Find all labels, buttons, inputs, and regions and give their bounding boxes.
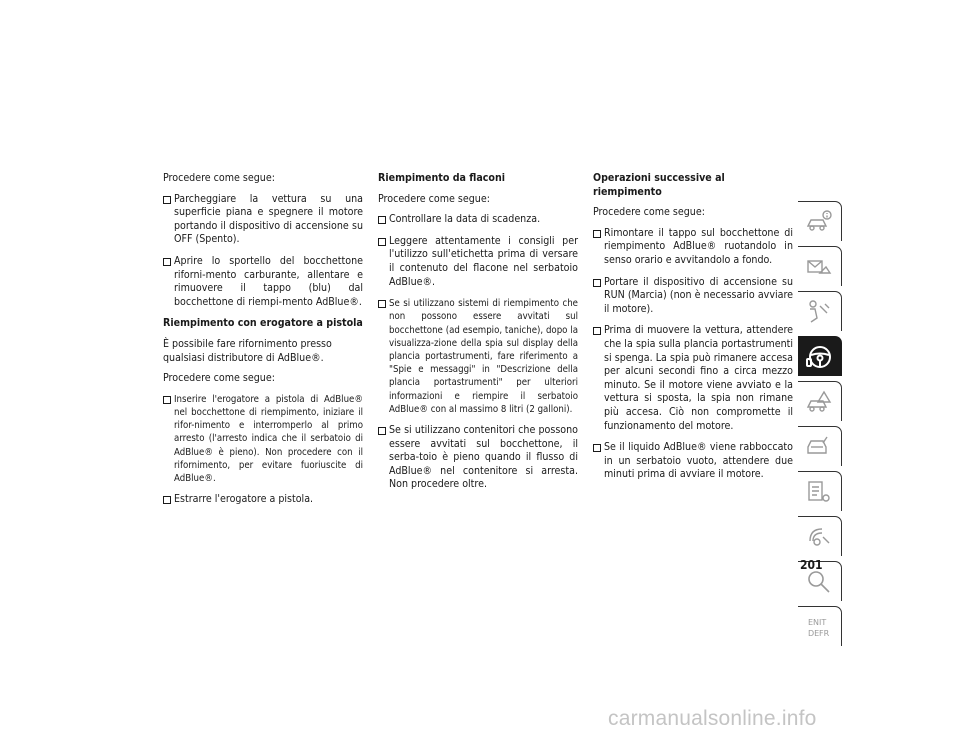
specs-icon: [805, 478, 833, 506]
list-item: Rimontare il tappo sul bocchettone di riempimento AdBlue® ruotandolo in senso orario e avvitandolo a fondo.: [593, 227, 793, 268]
tab-multimedia[interactable]: [798, 516, 842, 556]
checkbox-bullet-icon: [593, 279, 601, 287]
tab-emergency[interactable]: [798, 381, 842, 421]
list-item: Prima di muovere la vettura, attendere che la spia sulla plancia portastrumenti si spenga. La spia può rimanere accesa per alcuni secondi fino a circa mezzo minuto. Se il motore viene avviato e la vettura si sposta, la spia non rimane più accesa. Ciò non compromette il funzionamento del motore.: [593, 324, 793, 433]
tab-service[interactable]: [798, 426, 842, 466]
messages-icon: [805, 253, 833, 281]
checkbox-bullet-icon: [163, 196, 171, 204]
service-icon: [805, 433, 833, 461]
column-3: [593, 172, 793, 490]
list-item: Se si utilizzano contenitori che possono essere avvitati sul bocchettone, il serba-toio è pieno quando il flusso di AdBlue® nel contenitore si arresta. Non procedere oltre.: [378, 424, 578, 492]
tab-starting-driving[interactable]: [798, 336, 842, 376]
section-heading: Operazioni successive al riempimento: [593, 172, 725, 198]
checkbox-bullet-icon: [593, 327, 601, 335]
safety-icon: [805, 298, 833, 326]
list-item: Aprire lo sportello del bocchettone riforni-mento carburante, allentare e rimuovere il tappo (blu) dal bocchettone di riempi-mento AdBlue®.: [163, 255, 363, 309]
checkbox-bullet-icon: [378, 238, 386, 246]
emergency-icon: [805, 388, 833, 416]
languages-icon: [805, 613, 833, 641]
checkbox-bullet-icon: [163, 396, 171, 404]
intro-text: Procedere come segue:: [163, 372, 275, 385]
list-item: Se si utilizzano sistemi di riempimento che non possono essere avvitati sul bocchettone (ad esempio, taniche), dopo la visualizza-zione della spia sul display della plancia portastrumenti, fare riferimento a "Spie e messaggi" in "Descrizione della plancia portastrumenti" per ulteriori informazioni e riempire il serbatoio AdBlue® con al massimo 8 litri (2 galloni).: [378, 297, 578, 416]
steps-list: [163, 193, 363, 310]
svg-text:EN: EN: [808, 618, 820, 627]
list-item: Leggere attentamente i consigli per l'utilizzo sull'etichetta prima di versare il contenuto del flacone nel serbatoio AdBlue®.: [378, 235, 578, 289]
steering-wheel-icon: [805, 343, 833, 371]
chapter-tabs: [798, 201, 842, 651]
page-number: 201: [800, 558, 823, 572]
tab-safety[interactable]: [798, 291, 842, 331]
section-heading: Riempimento da flaconi: [378, 172, 506, 184]
list-item: Se il liquido AdBlue® viene rabboccato in un serbatoio vuoto, attendere due minuti prima di avviare il motore.: [593, 441, 793, 482]
watermark: carmanualsonline.info: [608, 707, 817, 730]
tab-specs[interactable]: [798, 471, 842, 511]
intro-text: Procedere come segue:: [378, 192, 490, 205]
search-icon: [805, 568, 833, 596]
column-2: [378, 172, 578, 500]
tab-car-info[interactable]: [798, 201, 842, 241]
checkbox-bullet-icon: [378, 427, 386, 435]
svg-text:FR: FR: [819, 629, 830, 638]
intro-text: Procedere come segue:: [163, 172, 275, 184]
list-item: Portare il dispositivo di accensione su RUN (Marcia) (non è necessario avviare il motore).: [593, 276, 793, 317]
steps-list: [593, 227, 793, 482]
checkbox-bullet-icon: [378, 300, 386, 308]
steps-list: [378, 213, 578, 492]
tab-messages[interactable]: [798, 246, 842, 286]
car-info-icon: [805, 208, 833, 236]
multimedia-icon: [805, 523, 833, 551]
svg-text:IT: IT: [819, 618, 827, 627]
intro-text: Procedere come segue:: [593, 206, 705, 219]
tab-languages[interactable]: [798, 606, 842, 646]
list-item: Parcheggiare la vettura su una superficie piana e spegnere il motore portando il dispositivo di accensione su OFF (Spento).: [163, 193, 363, 247]
checkbox-bullet-icon: [378, 216, 386, 224]
list-item: Inserire l'erogatore a pistola di AdBlue® nel bocchettone di riempimento, iniziare il rifor-nimento e interromperlo al primo arresto (l'arresto indica che il serbatoio di AdBlue® è pieno). Non procedere con il rifornimento, per evitare fuoriuscite di AdBlue®.: [163, 393, 363, 485]
list-item: Controllare la data di scadenza.: [378, 213, 578, 227]
list-item: Estrarre l'erogatore a pistola.: [163, 493, 363, 507]
column-1: [163, 172, 363, 515]
section-heading: Riempimento con erogatore a pistola: [163, 317, 363, 330]
steps-list: [163, 393, 363, 507]
checkbox-bullet-icon: [163, 258, 171, 266]
checkbox-bullet-icon: [593, 230, 601, 238]
paragraph: È possibile fare rifornimento presso qualsiasi distributore di AdBlue®.: [163, 337, 332, 364]
checkbox-bullet-icon: [163, 496, 171, 504]
checkbox-bullet-icon: [593, 444, 601, 452]
svg-text:DE: DE: [808, 629, 820, 638]
